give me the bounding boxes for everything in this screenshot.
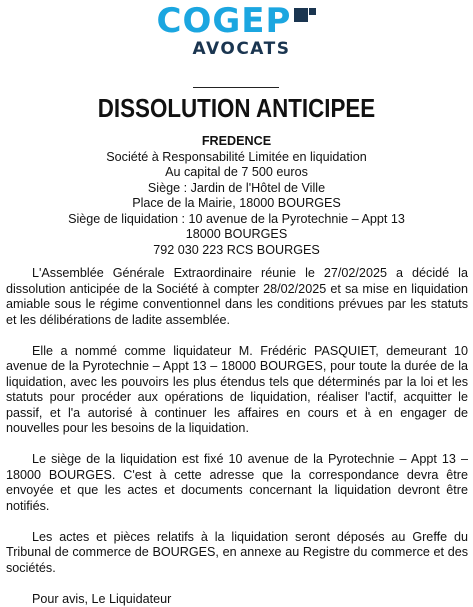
company-name: FREDENCE — [0, 134, 473, 150]
logo-brand-text: COGEP — [157, 4, 292, 38]
paragraph-filing: Les actes et pièces relatifs à la liquidation seront déposés au Greffe du Tribunal de commerce de BOURGES, en annexe au Registre du commerce et des sociétés. — [6, 530, 468, 577]
logo-wordmark — [157, 4, 317, 38]
header-line: 18000 BOURGES — [0, 227, 473, 243]
header-line: Place de la Mairie, 18000 BOURGES — [0, 196, 473, 212]
header-line: Siège de liquidation : 10 avenue de la Pyrotechnie – Appt 13 — [0, 212, 473, 228]
logo-subtitle: AVOCATS — [10, 40, 473, 58]
logo-squares-icon — [294, 8, 316, 30]
company-header — [0, 134, 473, 258]
title-divider — [193, 87, 279, 88]
signature: Pour avis, Le Liquidateur — [6, 592, 468, 607]
notice-body — [6, 266, 468, 607]
notice-title: DISSOLUTION ANTICIPEE — [33, 94, 440, 122]
paragraph-dissolution: L'Assemblée Générale Extraordinaire réunie le 27/02/2025 a décidé la dissolution anticipée de la Société à compter 28/02/2025 et sa mise en liquidation amiable sous le régime conventionnel dans les conditions prévues par les statuts et les délibérations de ladite assemblée. — [6, 266, 468, 328]
header-line: Au capital de 7 500 euros — [0, 165, 473, 181]
header-line: Siège : Jardin de l'Hôtel de Ville — [0, 181, 473, 197]
paragraph-liquidator: Elle a nommé comme liquidateur M. Frédéric PASQUIET, demeurant 10 avenue de la Pyrotechnie – Appt 13 – 18000 BOURGES, pour toute la durée de la liquidation, avec les pouvoirs les plus étendus tels que déterminés par la loi et les statuts pour procéder aux opérations de liquidation, réaliser l'actif, acquitter le passif, et l'a autorisé à continuer les affaires en cours et à en engager de nouvelles pour les besoins de la liquidation. — [6, 344, 468, 437]
cogep-logo — [0, 4, 473, 58]
paragraph-seat: Le siège de la liquidation est fixé 10 avenue de la Pyrotechnie – Appt 13 – 18000 BOURGES. C'est à cette adresse que la correspondance devra être envoyée et que les actes et documents concernant la liquidation devront être notifiés. — [6, 452, 468, 514]
header-line: Société à Responsabilité Limitée en liquidation — [0, 150, 473, 166]
header-line: 792 030 223 RCS BOURGES — [0, 243, 473, 259]
